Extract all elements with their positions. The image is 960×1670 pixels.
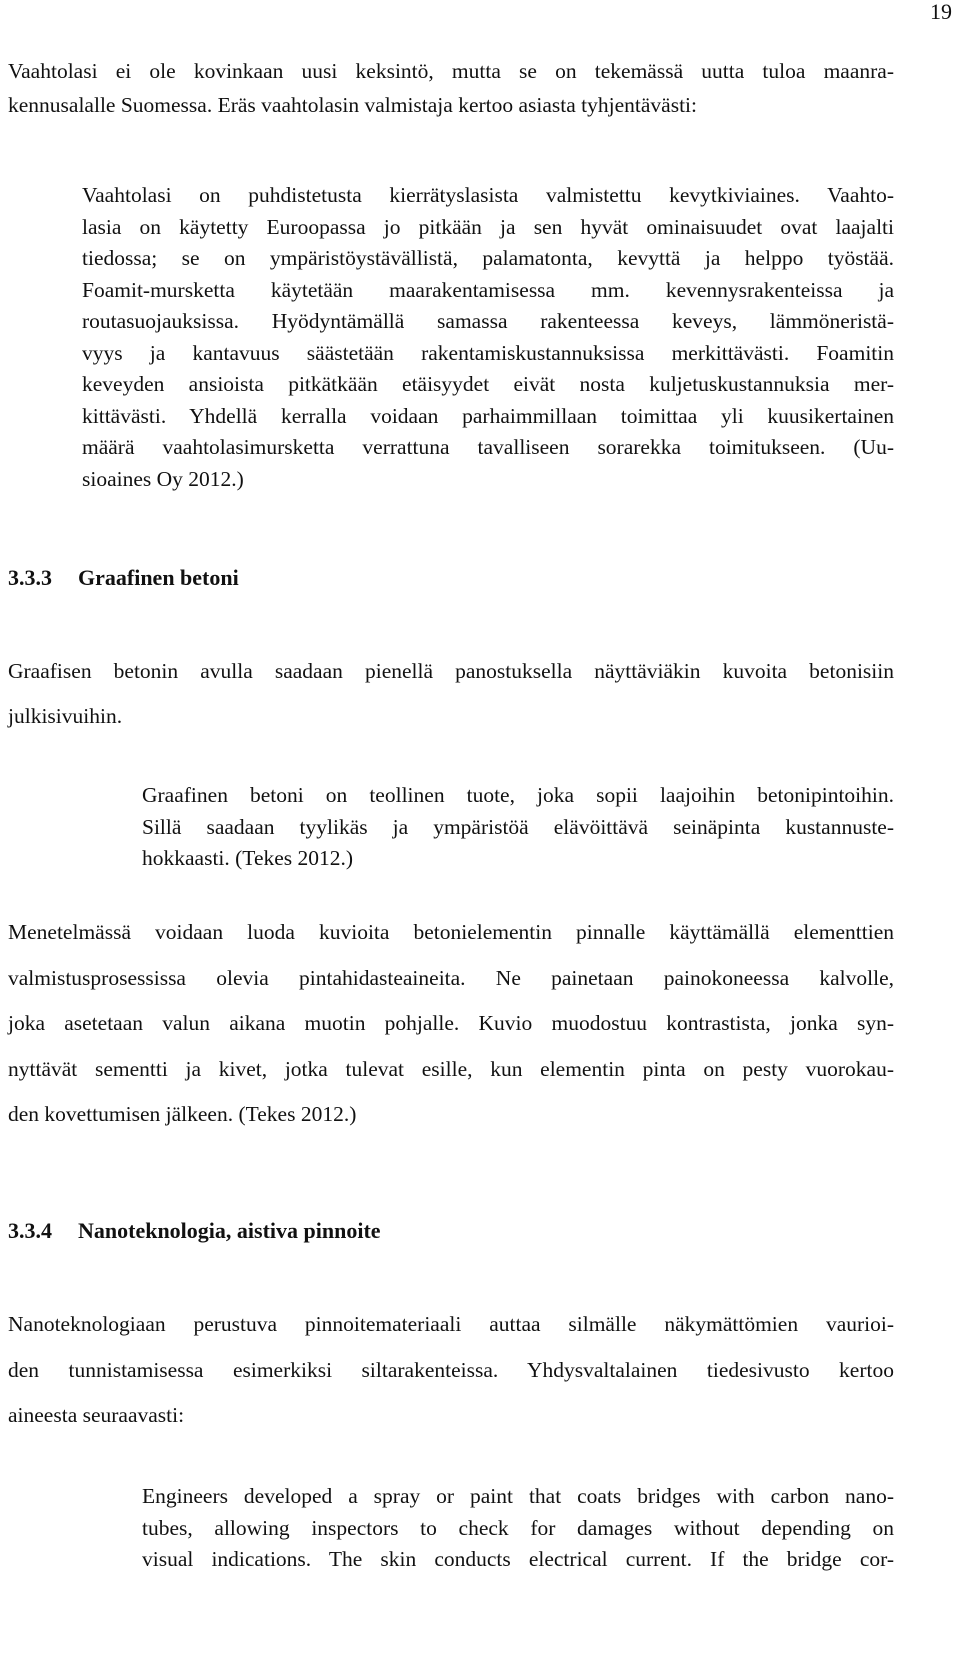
text-line: Foamit-mursketta käytetään maarakentamisessa mm. kevennysrakenteissa ja: [82, 277, 894, 302]
graafinen-paragraph: [8, 649, 894, 739]
intro-paragraph: [8, 54, 894, 122]
section-heading-333: [8, 563, 239, 593]
text-line: määrä vaahtolasimursketta verrattuna tavalliseen sorarekka toimitukseen. (Uu-: [82, 435, 894, 459]
section-title: Nanoteknologia, aistiva pinnoite: [78, 1218, 381, 1243]
quote-nano: [142, 1481, 894, 1576]
menetelma-paragraph: [8, 910, 894, 1138]
text-line: joka asetetaan valun aikana muotin pohjalle. Kuvio muodostuu kontrastista, jonka syn-: [8, 1011, 894, 1035]
nano-paragraph: [8, 1302, 894, 1439]
text-line: sioaines Oy 2012.): [82, 466, 244, 491]
text-line: tiedossa; se on ympäristöystävällistä, palamatonta, kevyttä ja helppo työstää.: [82, 246, 894, 270]
text-line: Vaahtolasi on puhdistetusta kierrätyslasista valmistettu kevytkiviaines. Vaahto-: [82, 183, 894, 207]
text-line: valmistusprosessissa olevia pintahidasteaineita. Ne painetaan painokoneessa kalvolle,: [8, 965, 894, 990]
text-line: kennusalalle Suomessa. Eräs vaahtolasin valmistaja kertoo asiasta tyhjentävästi:: [8, 93, 698, 117]
page-number: 19: [930, 0, 952, 24]
text-line: lasia on käytetty Euroopassa jo pitkään ja sen hyvät ominaisuudet ovat laajalti: [82, 214, 894, 239]
section-heading-334: [8, 1216, 381, 1246]
section-number: 3.3.3: [8, 565, 52, 590]
section-title: Graafinen betoni: [78, 565, 239, 590]
quote-graafinen: [142, 780, 894, 875]
text-line: Vaahtolasi ei ole kovinkaan uusi keksintö, mutta se on tekemässä uutta tuloa maanra-: [8, 59, 894, 83]
text-line: den kovettumisen jälkeen. (Tekes 2012.): [8, 1102, 357, 1126]
text-line: Menetelmässä voidaan luoda kuvioita betonielementin pinnalle käyttämällä elementtien: [8, 920, 894, 944]
text-line: Graafisen betonin avulla saadaan pienellä panostuksella näyttäviäkin kuvoita betonisiin: [8, 659, 894, 683]
text-line: routasuojauksissa. Hyödyntämällä samassa rakenteessa keveys, lämmöneristä-: [82, 309, 894, 333]
text-line: hokkaasti. (Tekes 2012.): [142, 846, 354, 870]
text-line: nyttävät sementti ja kivet, jotka tulevat esille, kun elementin pinta on pesty vuorokau-: [8, 1056, 894, 1081]
text-line: den tunnistamisessa esimerkiksi siltarakenteissa. Yhdysvaltalainen tiedesivusto kertoo: [8, 1357, 894, 1382]
text-line: Engineers developed a spray or paint that coats bridges with carbon nano-: [142, 1484, 894, 1508]
text-line: kittävästi. Yhdellä kerralla voidaan parhaimmillaan toimittaa yli kuusikertainen: [82, 403, 894, 428]
text-line: Graafinen betoni on teollinen tuote, joka sopii laajoihin betonipintoihin.: [142, 783, 894, 807]
text-line: keveyden ansioista pitkätkään etäisyydet eivät nosta kuljetuskustannuksia mer-: [82, 372, 894, 396]
quote-vaahtolasi: [82, 180, 894, 495]
text-line: julkisivuihin.: [8, 704, 123, 728]
text-line: aineesta seuraavasti:: [8, 1403, 185, 1427]
text-line: vyys ja kantavuus säästetään rakentamiskustannuksissa merkittävästi. Foamitin: [82, 340, 894, 365]
text-line: Nanoteknologiaan perustuva pinnoitemateriaali auttaa silmälle näkymättömien vaurioi-: [8, 1312, 894, 1336]
text-line: tubes, allowing inspectors to check for damages without depending on: [142, 1515, 894, 1540]
section-number: 3.3.4: [8, 1218, 52, 1243]
text-line: Sillä saadaan tyylikäs ja ympäristöä elävöittävä seinäpinta kustannuste-: [142, 814, 894, 839]
text-line: visual indications. The skin conducts electrical current. If the bridge cor-: [142, 1547, 894, 1571]
